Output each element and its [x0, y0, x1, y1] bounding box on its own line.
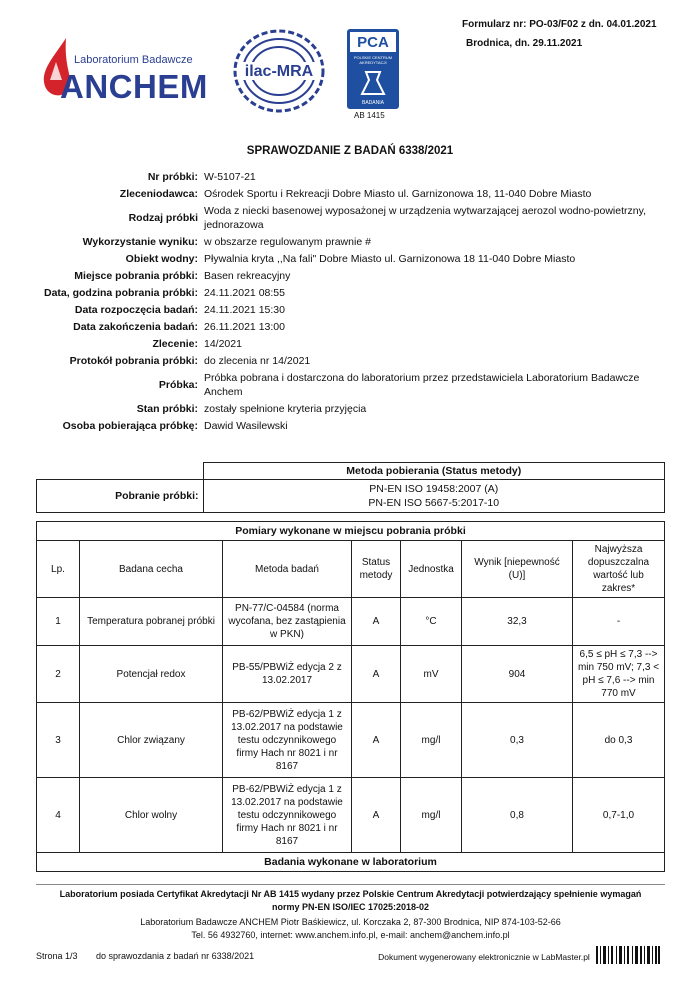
- lab-logo-subtitle: Laboratorium Badawcze: [74, 54, 193, 66]
- footer-accreditation-line: Laboratorium posiada Certyfikat Akredytacji Nr AB 1415 wydany przez Polskie Centrum Akredytacji potwierdzający spełnienie wymagań: [59, 889, 642, 899]
- info-row: [36, 269, 676, 283]
- column-header: Wynik [niepewność (U)]: [462, 541, 573, 598]
- info-label: Rodzaj próbki: [128, 212, 198, 224]
- ilac-mra-logo: [232, 28, 326, 114]
- column-header: Metoda badań: [223, 541, 352, 598]
- method-line: PN-EN ISO 5667-5:2017-10: [368, 497, 500, 509]
- info-label: Osoba pobierająca próbkę:: [62, 420, 198, 432]
- info-row: [36, 204, 676, 232]
- column-header: Jednostka: [401, 541, 462, 598]
- cell-lp: 1: [37, 598, 80, 646]
- cell-result: 0,8: [462, 778, 573, 853]
- column-header: Status metody: [352, 541, 401, 598]
- info-label: Wykorzystanie wyniku:: [82, 236, 198, 248]
- cell-feature: Temperatura pobranej próbki: [80, 598, 223, 646]
- cell-feature: Chlor wolny: [80, 778, 223, 853]
- info-row: [36, 337, 676, 351]
- info-label: Próbka:: [158, 379, 198, 391]
- cell-result: 32,3: [462, 598, 573, 646]
- info-row: [36, 170, 676, 184]
- info-value: Pływalnia kryta ,,Na fali" Dobre Miasto ul. Garnizonowa 18 11-040 Dobre Miasto: [204, 253, 576, 265]
- info-value: W-5107-21: [204, 171, 256, 183]
- info-row: [36, 235, 676, 249]
- ilac-logo-text: ilac-MRA: [244, 63, 314, 80]
- info-label: Nr próbki:: [147, 171, 198, 183]
- cell-status: A: [352, 778, 401, 853]
- pca-logo: [346, 28, 400, 112]
- info-row: [36, 354, 676, 368]
- cell-lp: 4: [37, 778, 80, 853]
- info-value: Woda z niecki basenowej wyposażonej w urządzenia wytwarzającej aerozol wodno-powietrzny, jednorazowa: [204, 205, 646, 231]
- cell-limit: 6,5 ≤ pH ≤ 7,3 --> min 750 mV; 7,3 < pH ≤ 7,6 --> min 770 mV: [573, 646, 665, 703]
- footer-contact: [36, 916, 665, 942]
- cell-unit: °C: [401, 598, 462, 646]
- info-row: [36, 419, 676, 433]
- info-row: [36, 371, 676, 399]
- svg-text:AKREDYTACJI: AKREDYTACJI: [359, 60, 387, 65]
- cell-limit: 0,7-1,0: [573, 778, 665, 853]
- info-label: Data, godzina pobrania próbki:: [43, 287, 198, 299]
- info-row: [36, 402, 676, 416]
- table-row: [37, 703, 665, 778]
- info-value: w obszarze regulowanym prawnie #: [204, 236, 371, 248]
- footer-accreditation: [36, 888, 665, 914]
- cell-result: 0,3: [462, 703, 573, 778]
- lab-logo: [32, 36, 242, 106]
- page-number: Strona 1/3: [36, 951, 78, 961]
- info-value: 26.11.2021 13:00: [204, 321, 285, 333]
- sample-info: [36, 170, 676, 436]
- info-row: [36, 187, 676, 201]
- info-value: zostały spełnione kryteria przyjęcia: [204, 403, 367, 415]
- method-header: Metoda pobierania (Status metody): [203, 463, 665, 480]
- info-value: Ośrodek Sportu i Rekreacji Dobre Miasto ul. Garnizonowa 18, 11-040 Dobre Miasto: [204, 188, 592, 200]
- cell-method: PN-77/C-04584 (norma wycofana, bez zastąpienia w PKN): [223, 598, 352, 646]
- table-header-row: [37, 541, 665, 598]
- info-label: Protokół pobrania próbki:: [69, 355, 198, 367]
- info-label: Stan próbki:: [136, 403, 198, 415]
- cell-limit: do 0,3: [573, 703, 665, 778]
- info-value: 24.11.2021 08:55: [204, 287, 285, 299]
- barcode-icon: [596, 946, 660, 964]
- cell-method: PB-62/PBWiŻ edycja 1 z 13.02.2017 na podstawie testu odczynnikowego firmy Hach nr 8021 i nr 8167: [223, 703, 352, 778]
- measurements-caption: Pomiary wykonane w miejscu pobrania próbki: [37, 522, 665, 541]
- info-label: Zlecenie:: [152, 338, 198, 350]
- report-title: SPRAWOZDANIE Z BADAŃ 6338/2021: [246, 145, 454, 157]
- method-label: Pobranie próbki:: [37, 480, 204, 513]
- sampling-method-table: [36, 462, 665, 513]
- cell-unit: mg/l: [401, 703, 462, 778]
- form-number: Formularz nr: PO-03/F02 z dn. 04.01.2021: [462, 19, 657, 30]
- cell-lp: 2: [37, 646, 80, 703]
- cell-method: PB-62/PBWiŻ edycja 1 z 13.02.2017 na podstawie testu odczynnikowego firmy Hach nr 8021 i nr 8167: [223, 778, 352, 853]
- cell-method: PB-55/PBWiŻ edycja 2 z 13.02.2017: [223, 646, 352, 703]
- method-line: PN-EN ISO 19458:2007 (A): [369, 483, 499, 495]
- info-row: [36, 320, 676, 334]
- footer-address: Laboratorium Badawcze ANCHEM Piotr Baśkiewicz, ul. Korczaka 2, 87-300 Brodnica, NIP 874-103-52-66: [140, 917, 561, 927]
- cell-limit: -: [573, 598, 665, 646]
- info-value: 24.11.2021 15:30: [204, 304, 285, 316]
- info-label: Data rozpoczęcia badań:: [74, 304, 198, 316]
- footer-divider: [36, 884, 665, 885]
- info-label: Miejsce pobrania próbki:: [74, 270, 198, 282]
- cell-lp: 3: [37, 703, 80, 778]
- cell-status: A: [352, 646, 401, 703]
- pca-badge-text: BADANIA: [362, 100, 384, 106]
- cell-unit: mg/l: [401, 778, 462, 853]
- footer-accreditation-line: normy PN-EN ISO/IEC 17025:2018-02: [271, 902, 430, 912]
- place-date: Brodnica, dn. 29.11.2021: [466, 38, 583, 49]
- column-header: Najwyższa dopuszczalna wartość lub zakres*: [573, 541, 665, 598]
- info-value: Próbka pobrana i dostarczona do laboratorium przez przedstawiciela Laboratorium Badawcze Anchem: [204, 372, 640, 398]
- info-value: Basen rekreacyjny: [204, 270, 291, 282]
- generated-note: Dokument wygenerowany elektronicznie w LabMaster.pl: [378, 952, 590, 962]
- cell-feature: Chlor związany: [80, 703, 223, 778]
- cell-status: A: [352, 598, 401, 646]
- info-label: Obiekt wodny:: [125, 253, 198, 265]
- column-header: Badana cecha: [80, 541, 223, 598]
- table-row: [37, 646, 665, 703]
- accreditation-number: AB 1415: [354, 111, 385, 120]
- method-values: [203, 480, 665, 513]
- cell-unit: mV: [401, 646, 462, 703]
- info-value: Dawid Wasilewski: [204, 420, 288, 432]
- report-reference: do sprawozdania z badań nr 6338/2021: [96, 951, 255, 961]
- info-value: do zlecenia nr 14/2021: [204, 355, 311, 367]
- lab-tests-caption: Badania wykonane w laboratorium: [37, 853, 665, 872]
- measurements-table: [36, 521, 665, 872]
- info-value: 14/2021: [204, 338, 242, 350]
- info-row: [36, 303, 676, 317]
- cell-result: 904: [462, 646, 573, 703]
- table-row: [37, 598, 665, 646]
- cell-feature: Potencjał redox: [80, 646, 223, 703]
- cell-status: A: [352, 703, 401, 778]
- info-label: Data zakończenia badań:: [73, 321, 198, 333]
- svg-text:POLSKIE CENTRUM: POLSKIE CENTRUM: [353, 55, 393, 60]
- info-label: Zleceniodawca:: [119, 188, 198, 200]
- pca-logo-text: PCA: [357, 34, 389, 51]
- lab-logo-name: ANCHEM: [60, 68, 208, 105]
- column-header: Lp.: [37, 541, 80, 598]
- table-row: [37, 778, 665, 853]
- info-row: [36, 286, 676, 300]
- info-row: [36, 252, 676, 266]
- footer-phone-web: Tel. 56 4932760, internet: www.anchem.info.pl, e-mail: anchem@anchem.info.pl: [191, 930, 510, 940]
